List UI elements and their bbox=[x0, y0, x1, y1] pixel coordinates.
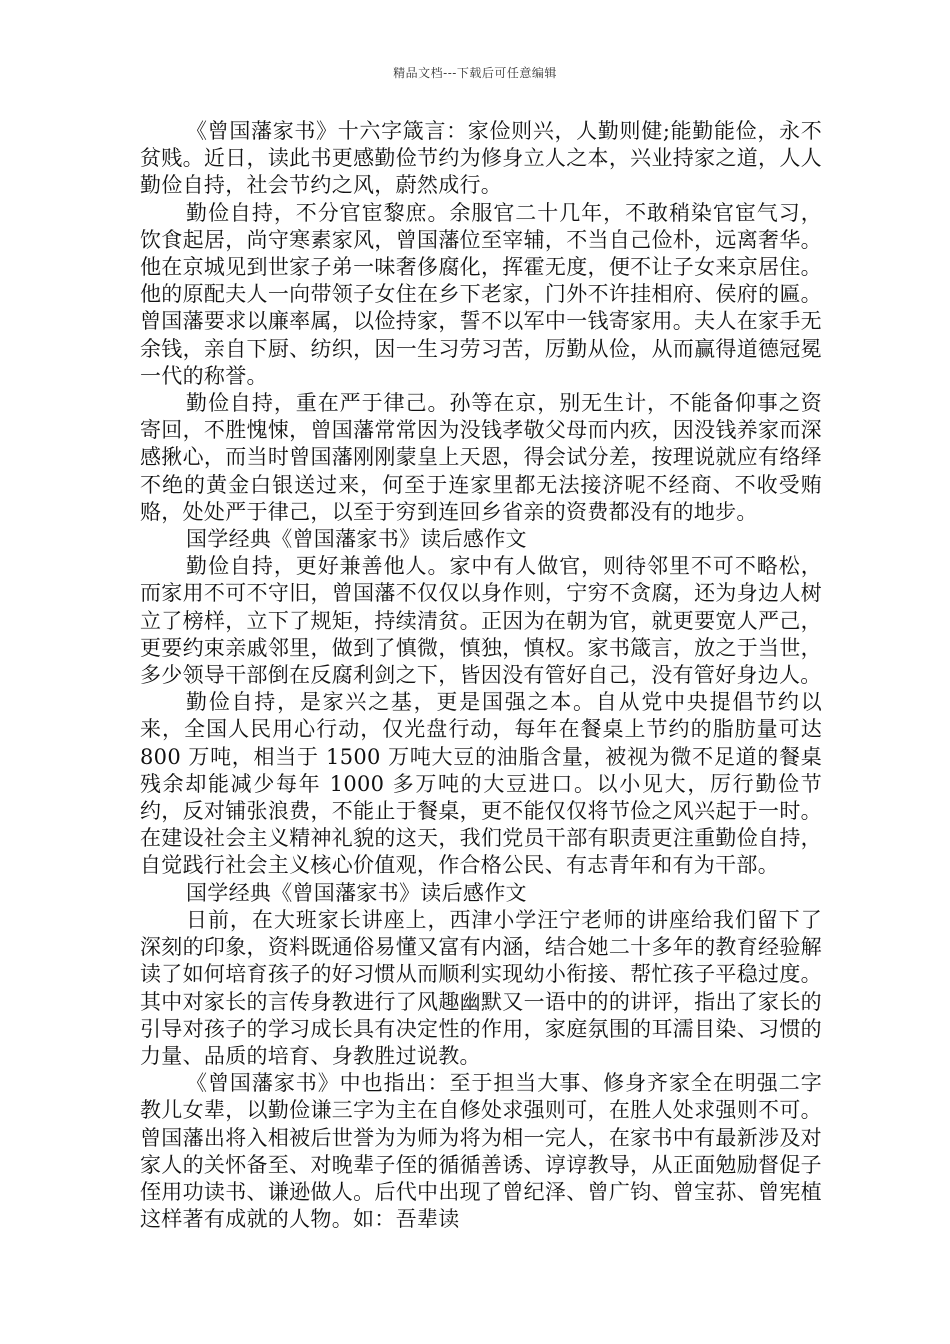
paragraph-5: 勤俭自持，是家兴之基，更是国强之本。自从党中央提倡节约以来，全国人民用心行动，仅光盘行动，每年在餐桌上节约的脂肪量可达 800 万吨，相当于 1500 万吨大豆的油脂含量，被视为微不足道的餐桌残余却能减少每年 1000 多万吨的大豆进口。以小见大，厉行勤俭节约，反对铺张浪费，不能止于餐桌，更不能仅仅将节俭之风兴起于一时。在建设社会主义精神礼貌的这天，我们党员干部有职责更注重勤俭自持，自觉践行社会主义核心价值观，作合格公民、有志青年和有为干部。 bbox=[140, 690, 822, 878]
paragraph-7: 《曾国藩家书》中也指出：至于担当大事、修身齐家全在明强二字教儿女辈，以勤俭谦三字为主在自修处求强则可，在胜人处求强则不可。曾国藩出将入相被后世誉为为师为将为相一完人，在家书中有最新涉及对家人的关怀备至、对晚辈子侄的循循善诱、谆谆教导，从正面勉励督促子侄用功读书、谦逊做人。后代中出现了曾纪泽、曾广钧、曾宝荪、曾宪植这样著有成就的人物。如：吾辈读 bbox=[140, 1071, 822, 1232]
paragraph-2: 勤俭自持，不分官宦黎庶。余服官二十几年，不敢稍染官宦气习，饮食起居，尚守寒素家风，曾国藩位至宰辅，不当自己俭朴，远离奢华。他在京城见到世家子弟一味奢侈腐化，挥霍无度，便不让子女来京居住。他的原配夫人一向带领子女住在乡下老家，门外不许挂相府、侯府的匾。曾国藩要求以廉率属，以俭持家，誓不以军中一钱寄家用。夫人在家手无余钱，亲自下厨、纺织，因一生习劳习苦，厉勤从俭，从而赢得道德冠冕一代的称誉。 bbox=[140, 200, 822, 388]
paragraph-4: 勤俭自持，更好兼善他人。家中有人做官，则待邻里不可不略松，而家用不可不守旧，曾国藩不仅仅以身作则，宁穷不贪腐，还为身边人树立了榜样，立下了规矩，持续清贫。正因为在朝为官，就更要宽人严己，更要约束亲戚邻里，做到了慎微，慎独，慎权。家书箴言，放之于当世，多少领导干部倒在反腐利剑之下，皆因没有管好自己，没有管好身边人。 bbox=[140, 554, 822, 688]
paragraph-1: 《曾国藩家书》十六字箴言：家俭则兴，人勤则健;能勤能俭，永不贫贱。近日，读此书更感勤俭节约为修身立人之本，兴业持家之道，人人勤俭自持，社会节约之风，蔚然成行。 bbox=[140, 119, 822, 198]
paragraph-3: 勤俭自持，重在严于律己。孙等在京，别无生计，不能备仰事之资寄回，不胜愧悚，曾国藩常常因为没钱孝敬父母而内疚，因没钱养家而深感揪心，而当时曾国藩刚刚蒙皇上天恩，得会试分差，按理说就应有络绎不绝的黄金白银送过来，何至于连家里都无法接济呢不经商、不收受贿赂，处处严于律己，以至于穷到连回乡省亲的资费都没有的地步。 bbox=[140, 391, 822, 524]
section-title-2: 国学经典《曾国藩家书》读后感作文 bbox=[186, 880, 527, 905]
document-body bbox=[140, 118, 822, 1233]
section-title-1: 国学经典《曾国藩家书》读后感作文 bbox=[186, 527, 527, 552]
page-header: 精品文档---下载后可任意编辑 bbox=[393, 66, 557, 80]
paragraph-6: 日前，在大班家长讲座上，西津小学汪宁老师的讲座给我们留下了深刻的印象，资料既通俗易懂又富有内涵，结合她二十多年的教育经验解读了如何培育孩子的好习惯从而顺利实现幼小衔接、帮忙孩子平稳过度。其中对家长的言传身教进行了风趣幽默又一语中的的讲评，指出了家长的引导对孩子的学习成长具有决定性的作用，家庭氛围的耳濡目染、习惯的力量、品质的培育、身教胜过说教。 bbox=[140, 907, 822, 1068]
